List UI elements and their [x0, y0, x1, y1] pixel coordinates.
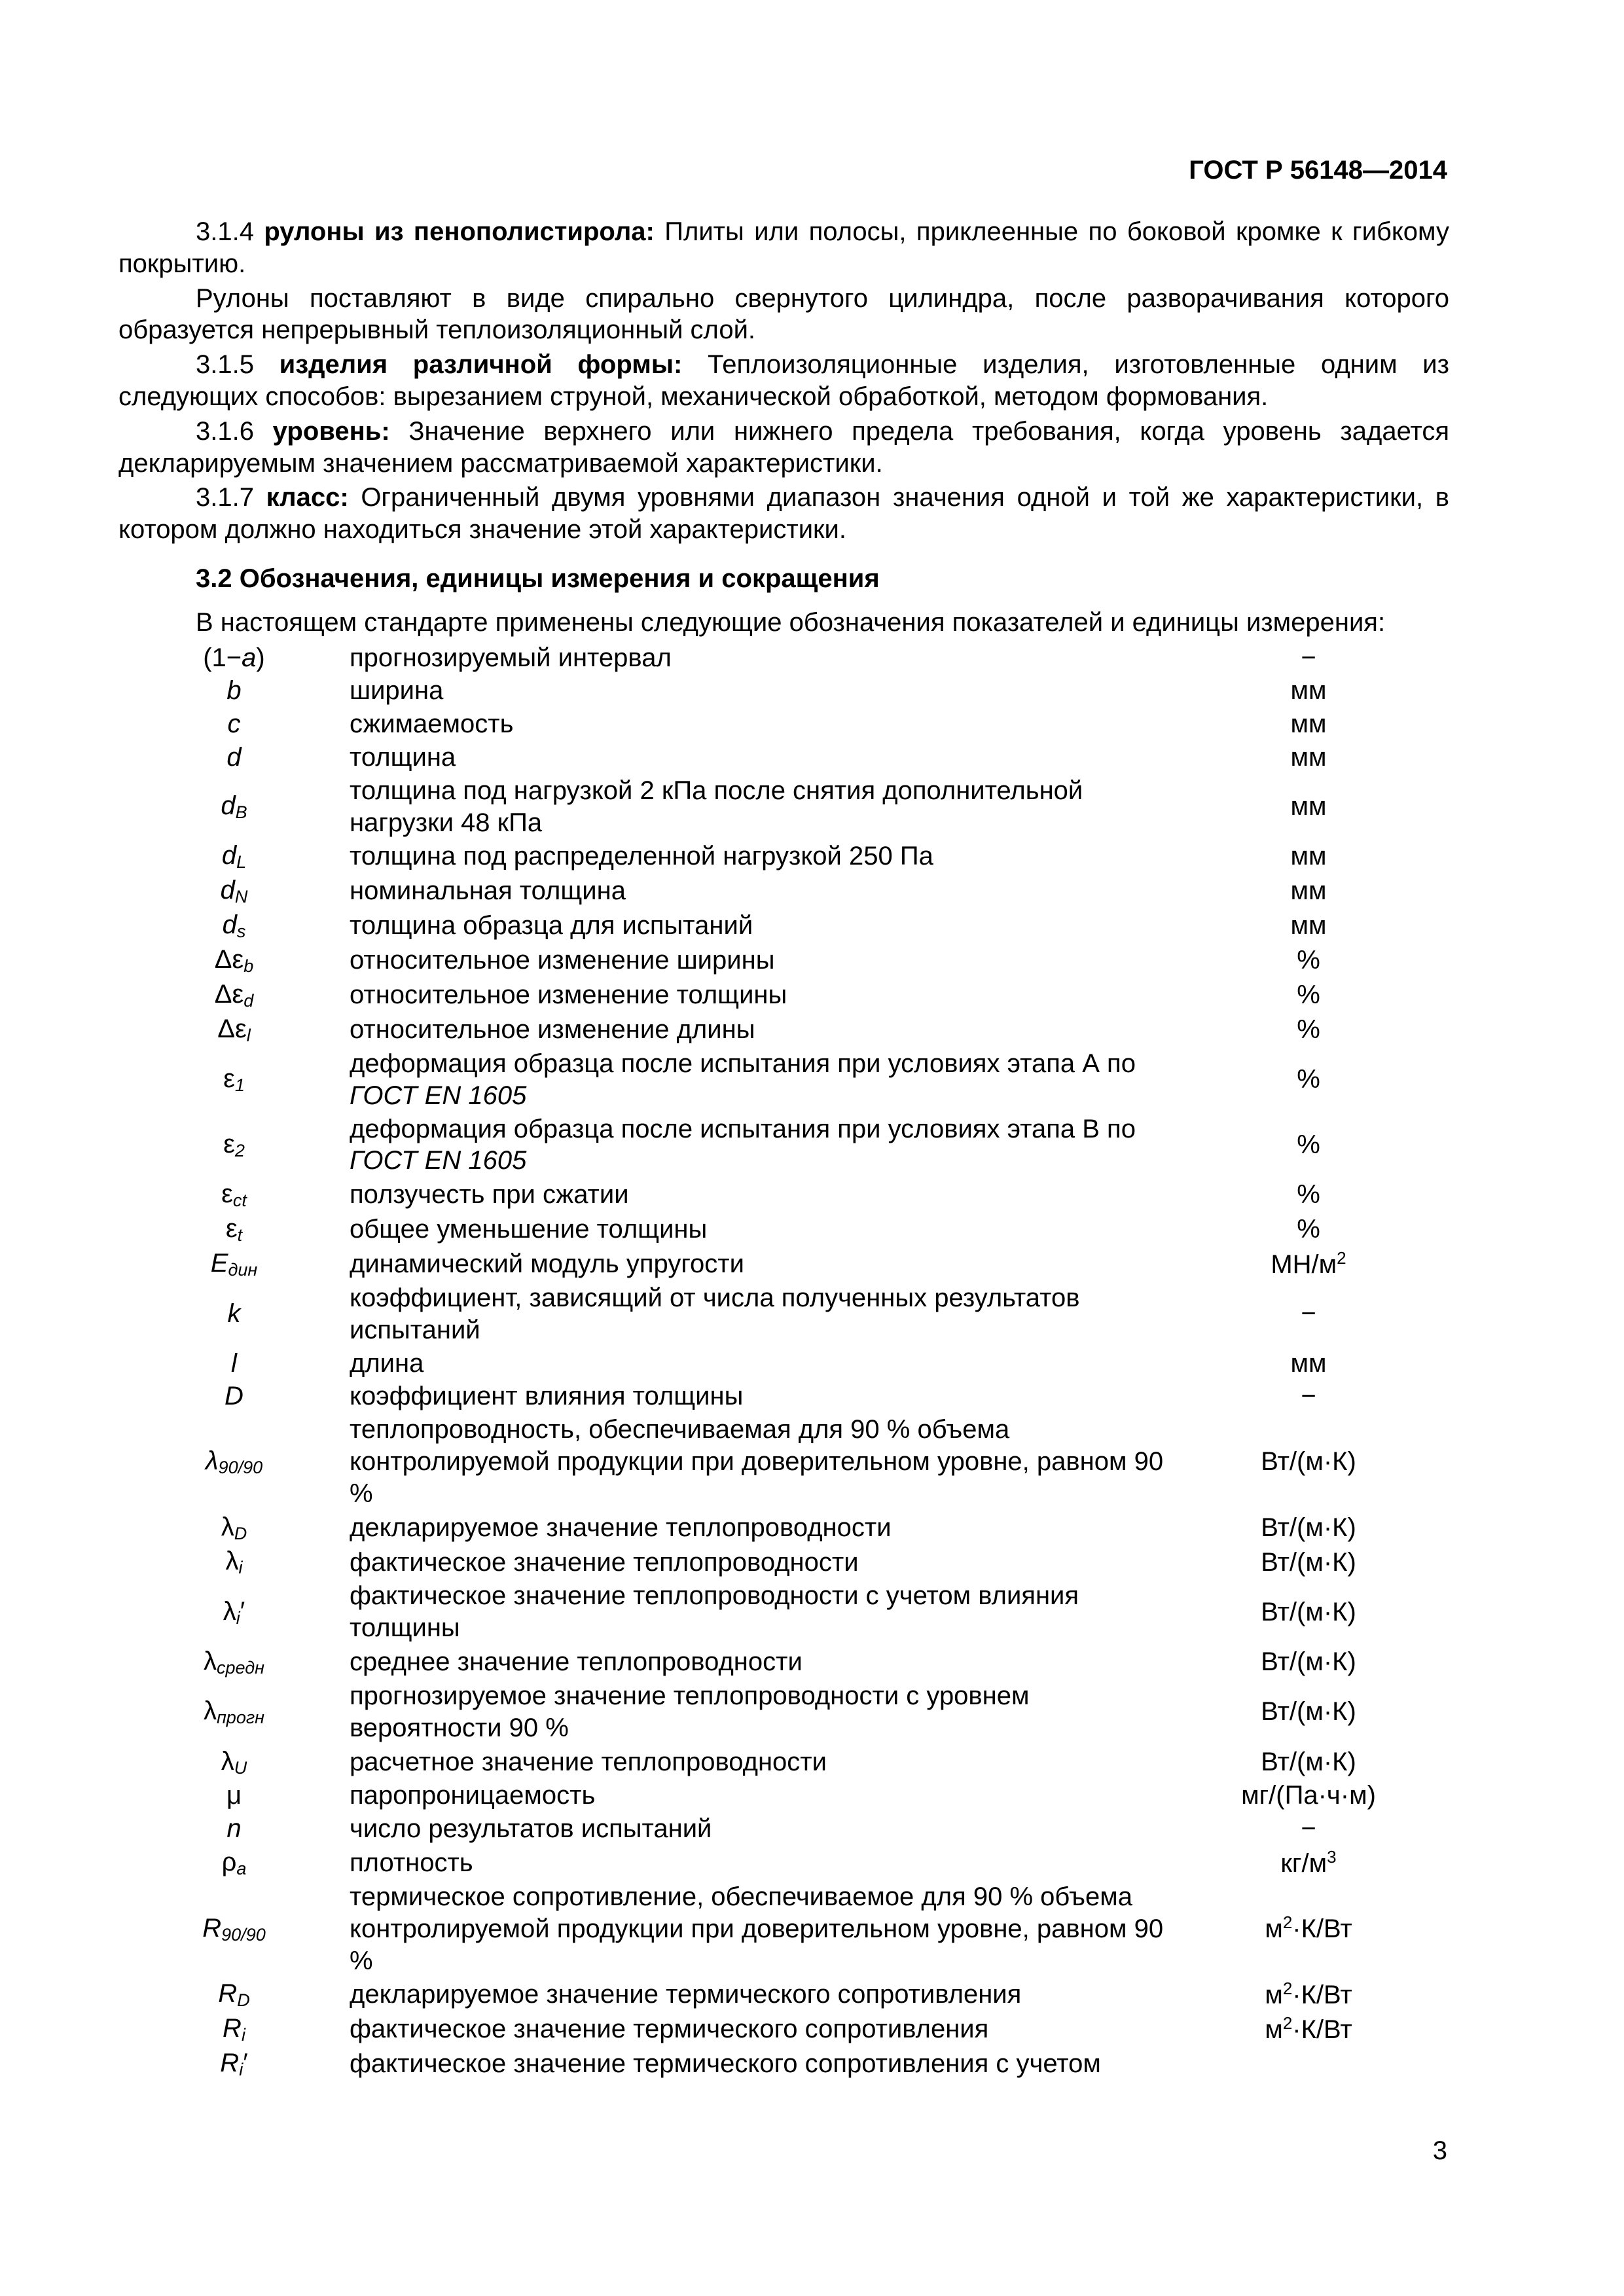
symbol-unit	[1168, 1645, 1449, 1679]
symbol-subscript: l	[246, 1026, 251, 1046]
definition-term: класс:	[266, 483, 349, 512]
symbol-cell	[118, 1282, 350, 1347]
unit-text: мм	[1290, 676, 1327, 706]
symbol-row	[118, 874, 1449, 908]
symbol-unit	[1168, 2047, 1449, 2081]
unit-text: м	[1265, 1914, 1283, 1944]
description-text: толщина	[350, 742, 456, 772]
symbol-description	[350, 1977, 1168, 2012]
symbol-row	[118, 1511, 1449, 1545]
symbol-unit	[1168, 1013, 1449, 1047]
symbol-description	[350, 1177, 1168, 1212]
symbol-prefix: Δε	[214, 980, 244, 1009]
symbol-subscript: i	[241, 2025, 245, 2045]
unit-text: м	[1265, 2015, 1283, 2044]
description-text: фактическое значение термического сопротивления с учетом	[350, 2049, 1101, 2079]
symbol-base: b	[226, 676, 242, 706]
description-text: толщина образца для испытаний	[350, 911, 753, 941]
symbol-suffix: ′	[243, 2049, 248, 2078]
unit-text: Вт/(м·К)	[1261, 1513, 1356, 1542]
symbol-prefix: λ	[221, 1512, 234, 1541]
unit-text: Вт/(м·К)	[1261, 1747, 1356, 1776]
symbol-unit	[1168, 1247, 1449, 1282]
symbol-unit	[1168, 1413, 1449, 1510]
definition-number: 3.1.6	[196, 416, 273, 446]
symbol-prefix: Δε	[214, 945, 244, 975]
definition-number: 3.1.5	[196, 350, 280, 380]
symbol-prefix: ε	[225, 1214, 238, 1244]
definition-text: Плиты или полосы, приклеенные по боковой кромке к гибкому покрытию.	[118, 217, 1449, 278]
symbol-row	[118, 1013, 1449, 1047]
symbol-description	[350, 2047, 1168, 2081]
symbol-unit	[1168, 1745, 1449, 1780]
description-text: расчетное значение теплопроводности	[350, 1747, 827, 1776]
symbol-prefix: λ	[225, 1547, 239, 1576]
symbol-description	[350, 1113, 1168, 1178]
unit-text: −	[1301, 1382, 1316, 1411]
description-text: термическое сопротивление, обеспечиваемое для 90 % объема контролируемой продукции при доверительном уровне, равном 90 %	[350, 1882, 1164, 1975]
unit-superscript: 2	[1282, 2013, 1293, 2033]
unit-text: Вт/(м·К)	[1261, 1597, 1356, 1626]
unit-suffix: ·К/Вт	[1292, 1914, 1352, 1944]
symbol-row	[118, 943, 1449, 978]
definition-text: Значение верхнего или нижнего предела требования, когда уровень задается декларируемым значением рассматриваемой характеристики.	[118, 416, 1450, 478]
symbol-prefix: λ	[203, 1647, 217, 1676]
page-number: 3	[1432, 2136, 1447, 2165]
standard-reference: ГОСТ EN 1605	[350, 1081, 527, 1110]
description-text: общее уменьшение толщины	[350, 1215, 708, 1244]
symbol-row	[118, 1282, 1449, 1347]
symbol-description	[350, 943, 1168, 978]
unit-text: Вт/(м·К)	[1261, 1446, 1356, 1476]
unit-text: м	[1265, 1980, 1283, 2009]
unit-text: мм	[1290, 1348, 1327, 1378]
description-text: деформация образца после испытания при условиях этапа В по	[350, 1114, 1136, 1143]
symbol-unit	[1168, 641, 1449, 675]
symbol-unit	[1168, 708, 1449, 741]
description-text: номинальная толщина	[350, 876, 626, 906]
symbol-cell	[118, 1212, 350, 1247]
symbol-subscript: i	[238, 1558, 243, 1578]
unit-text: мм	[1290, 876, 1327, 906]
symbol-row	[118, 708, 1449, 741]
definition-term: рулоны из пенополистирола:	[264, 217, 655, 246]
symbol-base: c	[227, 709, 241, 739]
definition-paragraph	[118, 349, 1449, 413]
symbol-row	[118, 1247, 1449, 1282]
symbol-row	[118, 1413, 1449, 1510]
description-text: коэффициент, зависящий от числа полученных результатов испытаний	[350, 1283, 1080, 1344]
symbol-description	[350, 674, 1168, 708]
symbol-subscript: U	[234, 1757, 247, 1778]
symbol-cell	[118, 1247, 350, 1282]
symbol-base: R	[202, 1913, 222, 1943]
description-text: относительное изменение толщины	[350, 980, 787, 1010]
definition-text: Рулоны поставляют в виде спирально свернутого цилиндра, после разворачивания которого образуется непрерывный теплоизоляционный слой.	[118, 283, 1449, 345]
symbol-row	[118, 2047, 1449, 2081]
symbol-description	[350, 1212, 1168, 1247]
symbol-cell	[118, 1812, 350, 1846]
definition-paragraph	[118, 283, 1449, 347]
symbol-prefix: Δε	[217, 1014, 247, 1044]
symbol-description	[350, 839, 1168, 874]
description-text: декларируемое значение теплопроводности	[350, 1513, 892, 1542]
symbol-unit	[1168, 839, 1449, 874]
symbol-description	[350, 1645, 1168, 1679]
symbol-description	[350, 1282, 1168, 1347]
symbol-subscript: D	[234, 1523, 247, 1543]
symbol-suffix: )	[256, 643, 265, 672]
symbol-description	[350, 641, 1168, 675]
description-text: относительное изменение ширины	[350, 946, 775, 975]
symbol-description	[350, 1679, 1168, 1745]
unit-text: %	[1297, 1215, 1320, 1244]
symbol-base: R	[220, 2049, 240, 2078]
symbol-base: d	[222, 910, 237, 940]
symbol-cell	[118, 1977, 350, 2012]
symbol-description	[350, 1347, 1168, 1380]
symbol-unit	[1168, 1977, 1449, 2012]
symbol-subscript: i	[239, 2060, 244, 2080]
symbol-subscript: N	[234, 887, 248, 907]
symbol-description	[350, 1247, 1168, 1282]
symbol-cell	[118, 2012, 350, 2047]
symbol-unit	[1168, 1511, 1449, 1545]
symbol-subscript: 1	[234, 1075, 245, 1096]
symbol-description	[350, 1545, 1168, 1579]
symbol-subscript: 2	[234, 1140, 245, 1160]
symbol-unit	[1168, 1212, 1449, 1247]
symbol-cell	[118, 641, 350, 675]
unit-text: МН/м	[1271, 1249, 1337, 1279]
definition-paragraph	[118, 416, 1449, 480]
symbol-unit	[1168, 978, 1449, 1013]
symbol-subscript: средн	[216, 1658, 264, 1678]
description-text: паропроницаемость	[350, 1781, 596, 1810]
symbol-subscript: B	[235, 802, 247, 823]
description-text: фактическое значение термического сопротивления	[350, 2015, 989, 2044]
symbol-unit	[1168, 1846, 1449, 1880]
description-text: фактическое значение теплопроводности с учетом влияния толщины	[350, 1581, 1079, 1643]
symbol-subscript: L	[236, 852, 247, 872]
symbol-cell	[118, 1846, 350, 1880]
symbol-prefix: λ	[221, 1746, 234, 1776]
symbol-subscript: a	[236, 1859, 247, 1879]
symbol-row	[118, 1977, 1449, 2012]
symbol-cell	[118, 1177, 350, 1212]
symbol-subscript: b	[244, 956, 254, 977]
symbol-unit	[1168, 1347, 1449, 1380]
symbol-unit	[1168, 943, 1449, 978]
description-text: толщина под нагрузкой 2 кПа после снятия дополнительной нагрузки 48 кПа	[350, 776, 1083, 837]
unit-text: %	[1297, 1065, 1320, 1094]
symbol-cell	[118, 978, 350, 1013]
symbol-base: l	[231, 1348, 237, 1378]
symbol-base: D	[225, 1382, 244, 1411]
unit-text: %	[1297, 1180, 1320, 1210]
symbol-cell	[118, 1511, 350, 1545]
symbol-prefix: ε	[223, 1129, 235, 1158]
symbol-row	[118, 978, 1449, 1013]
symbol-row	[118, 1880, 1449, 1977]
symbol-description	[350, 1745, 1168, 1780]
symbol-prefix: ρ	[221, 1848, 237, 1877]
symbol-unit	[1168, 1545, 1449, 1579]
symbol-unit	[1168, 1177, 1449, 1212]
symbol-unit	[1168, 741, 1449, 774]
unit-text: −	[1301, 643, 1316, 672]
symbol-unit	[1168, 1282, 1449, 1347]
symbol-description	[350, 1511, 1168, 1545]
unit-text: мг/(Па·ч·м)	[1241, 1781, 1376, 1810]
symbol-row	[118, 1380, 1449, 1413]
symbol-description	[350, 741, 1168, 774]
symbol-row	[118, 1347, 1449, 1380]
symbol-row	[118, 908, 1449, 943]
symbol-row	[118, 1645, 1449, 1679]
symbol-description	[350, 1380, 1168, 1413]
unit-superscript: 2	[1337, 1247, 1346, 1268]
description-text: среднее значение теплопроводности	[350, 1647, 803, 1677]
description-text: толщина под распределенной нагрузкой 250 Па	[350, 842, 933, 871]
symbol-row	[118, 1047, 1449, 1113]
unit-text: кг/м	[1280, 1848, 1327, 1878]
symbol-base: R	[223, 2014, 242, 2043]
symbol-cell	[118, 2047, 350, 2081]
symbol-description	[350, 1047, 1168, 1113]
symbol-prefix: ε	[221, 1179, 233, 1209]
symbol-cell	[118, 1413, 350, 1510]
unit-suffix: ·К/Вт	[1292, 1980, 1352, 2009]
unit-text: мм	[1290, 709, 1327, 739]
symbol-row	[118, 1212, 1449, 1247]
description-text: плотность	[350, 1848, 473, 1878]
unit-superscript: 2	[1282, 1978, 1293, 1998]
symbol-unit	[1168, 908, 1449, 943]
unit-text: Вт/(м·К)	[1261, 1547, 1356, 1577]
symbol-unit	[1168, 1779, 1449, 1812]
unit-text: Вт/(м·К)	[1261, 1697, 1356, 1727]
definition-number: 3.1.7	[196, 483, 266, 512]
unit-text: мм	[1290, 911, 1327, 941]
document-body	[118, 216, 1449, 2081]
symbol-unit	[1168, 1047, 1449, 1113]
symbol-description	[350, 874, 1168, 908]
symbol-cell	[118, 1579, 350, 1645]
definition-term: изделия различной формы:	[279, 350, 683, 380]
symbol-description	[350, 2012, 1168, 2047]
unit-superscript: 3	[1327, 1846, 1337, 1867]
symbol-cell	[118, 1779, 350, 1812]
symbol-cell	[118, 1880, 350, 1977]
symbol-cell	[118, 1545, 350, 1579]
unit-text: Вт/(м·К)	[1261, 1647, 1356, 1677]
symbol-unit	[1168, 1812, 1449, 1846]
symbol-suffix: ′	[240, 1596, 245, 1626]
symbol-unit	[1168, 1880, 1449, 1977]
section-intro: В настоящем стандарте применены следующие обозначения показателей и единицы измерения:	[196, 607, 1386, 637]
symbol-subscript: 90/90	[221, 1924, 266, 1945]
description-text: деформация образца после испытания при условиях этапа А по	[350, 1049, 1136, 1078]
symbol-subscript: 90/90	[218, 1457, 263, 1477]
symbol-unit	[1168, 1579, 1449, 1645]
unit-text: −	[1301, 1299, 1316, 1329]
unit-text: −	[1301, 1814, 1316, 1844]
symbol-base: R	[218, 1979, 238, 2009]
description-text: относительное изменение длины	[350, 1015, 755, 1045]
symbol-description	[350, 1413, 1168, 1510]
symbol-description	[350, 1846, 1168, 1880]
symbol-cell	[118, 1679, 350, 1745]
definition-paragraph	[118, 482, 1449, 546]
unit-text: мм	[1290, 742, 1327, 772]
symbol-row	[118, 1812, 1449, 1846]
symbol-unit	[1168, 874, 1449, 908]
symbol-row	[118, 1113, 1449, 1178]
symbol-row	[118, 1846, 1449, 1880]
definition-paragraph	[118, 216, 1449, 280]
symbol-subscript: ct	[232, 1191, 247, 1211]
symbol-cell	[118, 1347, 350, 1380]
symbol-description	[350, 1812, 1168, 1846]
definition-text: Ограниченный двумя уровнями диапазон значения одной и той же характеристики, в котором должно находиться значение этой характеристики.	[118, 483, 1450, 545]
symbol-row	[118, 1745, 1449, 1780]
symbol-unit	[1168, 1679, 1449, 1745]
unit-text: %	[1297, 980, 1320, 1010]
symbol-row	[118, 2012, 1449, 2047]
definition-text: Теплоизоляционные изделия, изготовленные одним из следующих способов: вырезанием струной, механической обработкой, методом формования.	[118, 350, 1449, 411]
definitions	[118, 216, 1449, 546]
section-title: 3.2 Обозначения, единицы измерения и сокращения	[196, 564, 880, 593]
symbol-cell	[118, 674, 350, 708]
symbol-cell	[118, 1113, 350, 1178]
symbol-unit	[1168, 1380, 1449, 1413]
symbol-unit	[1168, 1113, 1449, 1178]
symbol-base: a	[242, 643, 257, 672]
symbol-base: k	[227, 1299, 241, 1329]
symbol-unit	[1168, 674, 1449, 708]
definition-term: уровень:	[272, 416, 390, 446]
description-text: число результатов испытаний	[350, 1814, 712, 1844]
symbol-description	[350, 708, 1168, 741]
unit-text: %	[1297, 1015, 1320, 1045]
symbol-cell	[118, 943, 350, 978]
symbol-cell	[118, 708, 350, 741]
symbol-unit	[1168, 2012, 1449, 2047]
symbol-unit	[1168, 774, 1449, 840]
symbol-row	[118, 1545, 1449, 1579]
symbol-description	[350, 978, 1168, 1013]
symbol-base: n	[226, 1814, 242, 1844]
symbols-table	[118, 641, 1449, 2082]
description-text: прогнозируемое значение теплопроводности с уровнем вероятности 90 %	[350, 1681, 1030, 1742]
symbol-description	[350, 774, 1168, 840]
unit-superscript: 2	[1282, 1912, 1293, 1933]
description-text: динамический модуль упругости	[350, 1249, 744, 1279]
symbol-description	[350, 908, 1168, 943]
description-text: ширина	[350, 676, 444, 706]
symbol-cell	[118, 1380, 350, 1413]
symbol-subscript: i	[236, 1607, 240, 1628]
description-text: длина	[350, 1348, 424, 1378]
description-text: сжимаемость	[350, 709, 514, 739]
symbol-base: d	[226, 742, 242, 772]
symbol-description	[350, 1779, 1168, 1812]
symbol-subscript: дин	[228, 1260, 258, 1280]
description-text: теплопроводность, обеспечиваемая для 90 % объема контролируемой продукции при доверительном уровне, равном 90 %	[350, 1415, 1164, 1508]
unit-text: мм	[1290, 792, 1327, 821]
symbol-cell	[118, 908, 350, 943]
symbol-row	[118, 674, 1449, 708]
description-text: коэффициент влияния толщины	[350, 1382, 744, 1411]
symbol-row	[118, 839, 1449, 874]
symbol-base: d	[221, 791, 236, 821]
description-text: ползучесть при сжатии	[350, 1180, 629, 1210]
symbol-description	[350, 1579, 1168, 1645]
unit-suffix: ·К/Вт	[1292, 2015, 1352, 2044]
unit-text: мм	[1290, 842, 1327, 871]
symbol-prefix: μ	[226, 1781, 242, 1810]
symbol-cell	[118, 1645, 350, 1679]
description-text: прогнозируемый интервал	[350, 643, 672, 672]
description-text: фактическое значение теплопроводности	[350, 1547, 859, 1577]
symbol-cell	[118, 874, 350, 908]
symbol-description	[350, 1880, 1168, 1977]
symbol-row	[118, 1177, 1449, 1212]
symbol-cell	[118, 741, 350, 774]
symbol-prefix: (1−	[203, 643, 242, 672]
symbol-subscript: D	[237, 1990, 250, 2011]
symbol-description	[350, 1013, 1168, 1047]
standard-reference: ГОСТ EN 1605	[350, 1146, 527, 1175]
symbol-cell	[118, 1047, 350, 1113]
symbol-subscript: t	[237, 1225, 243, 1246]
symbol-base: λ	[205, 1446, 219, 1475]
symbol-subscript: s	[236, 922, 246, 942]
symbol-row	[118, 774, 1449, 840]
symbol-row	[118, 641, 1449, 675]
symbol-row	[118, 1579, 1449, 1645]
description-text: декларируемое значение термического сопротивления	[350, 1980, 1022, 2009]
symbol-row	[118, 1779, 1449, 1812]
symbol-row	[118, 1679, 1449, 1745]
symbol-prefix: λ	[223, 1596, 236, 1626]
symbol-subscript: прогн	[216, 1708, 265, 1728]
unit-text: %	[1297, 946, 1320, 975]
symbol-subscript: d	[244, 991, 254, 1011]
symbol-cell	[118, 839, 350, 874]
symbol-cell	[118, 1745, 350, 1780]
document-id: ГОСТ Р 56148—2014	[1189, 156, 1447, 185]
definition-number: 3.1.4	[196, 217, 264, 246]
symbol-base: d	[220, 876, 235, 905]
symbol-prefix: ε	[223, 1064, 235, 1094]
symbol-base: E	[210, 1249, 228, 1278]
symbol-cell	[118, 1013, 350, 1047]
symbol-row	[118, 741, 1449, 774]
symbol-cell	[118, 774, 350, 840]
unit-text: %	[1297, 1130, 1320, 1159]
symbol-base: d	[221, 841, 237, 870]
symbol-prefix: λ	[203, 1696, 217, 1726]
